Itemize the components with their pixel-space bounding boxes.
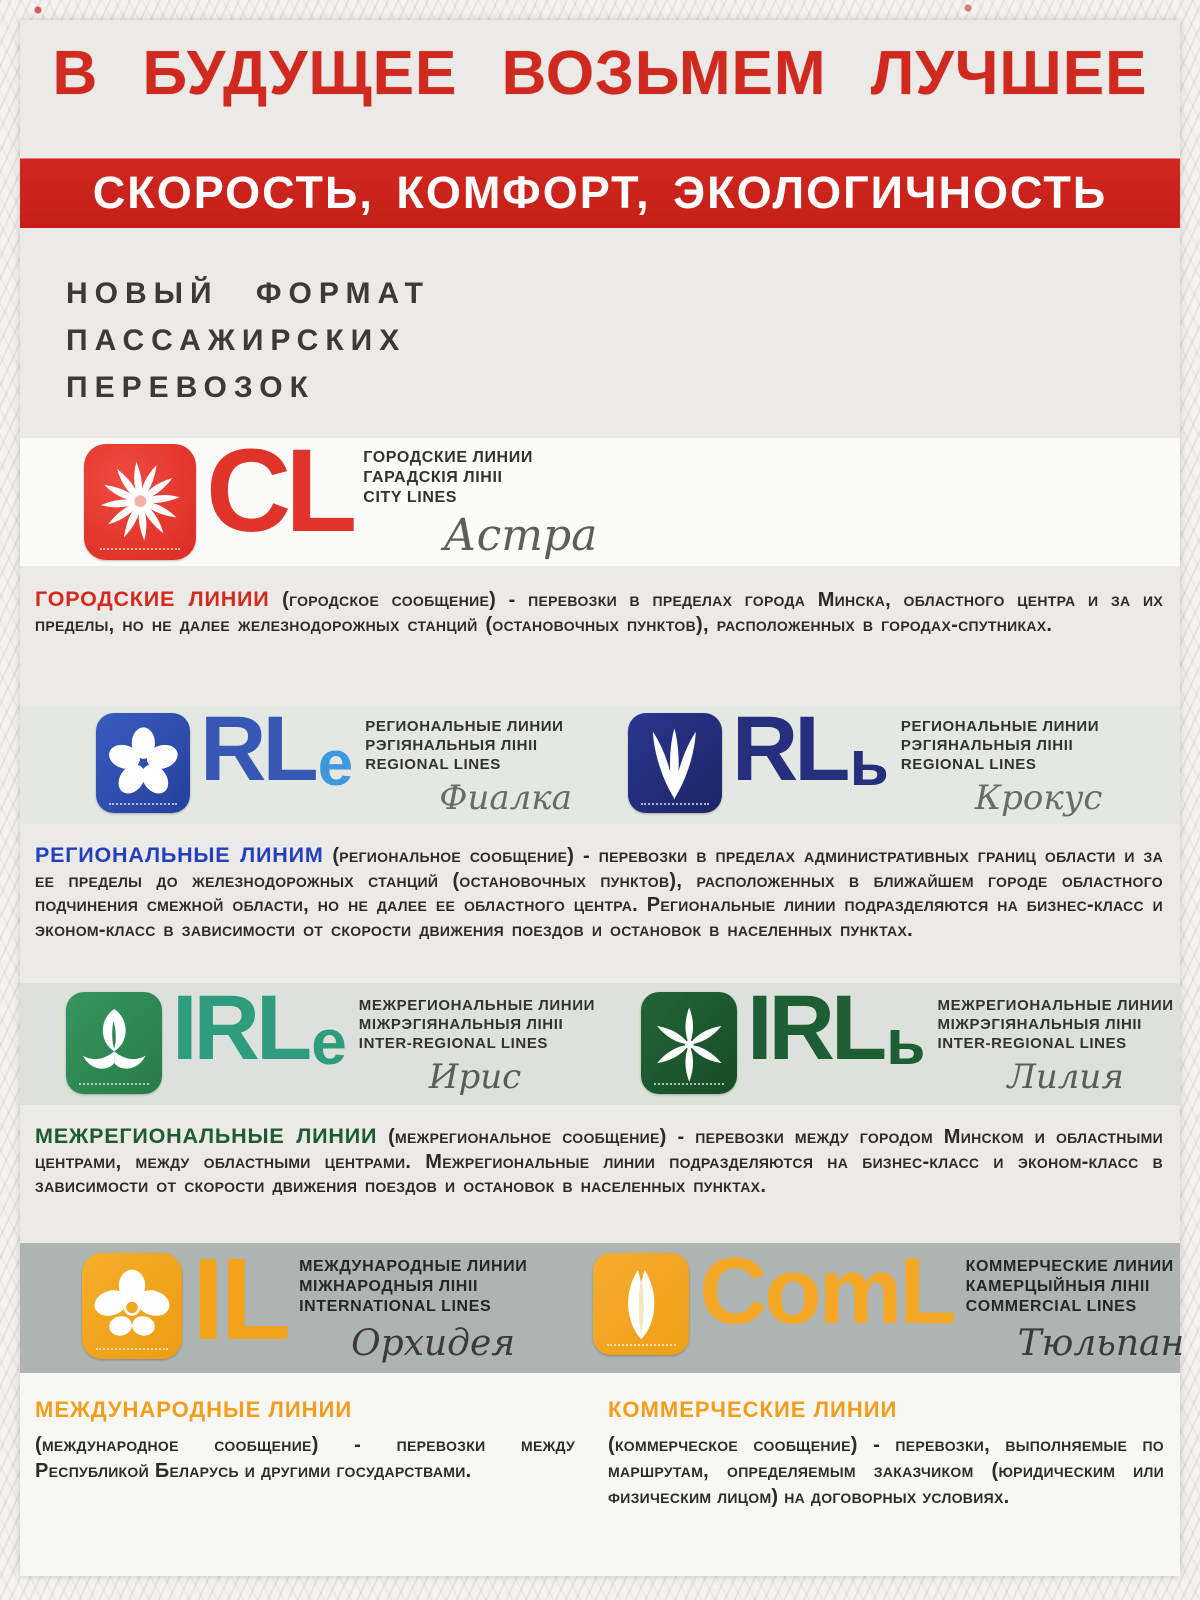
paragraph-heading: КОММЕРЧЕСКИЕ ЛИНИИ [608,1397,898,1422]
logo-label-by: МІЖНАРОДНЫЯ ЛІНІІ [299,1277,479,1295]
poster-content [20,20,1185,1576]
logo-text-block [901,717,1103,818]
paragraph-heading: ГОРОДСКИЕ ЛИНИИ [35,587,270,611]
tulip-flower-icon [593,1253,689,1355]
logo-label-by: РЭГІЯНАЛЬНЫЯ ЛІНІІ [365,736,538,754]
logo-label-en: INTER-REGIONAL LINES [937,1034,1127,1052]
logo-labels [363,448,597,508]
flower-script-name: Лилия [1007,1056,1124,1097]
bottom-panel [20,1373,1180,1576]
regional-lines-logo-business [96,697,572,818]
logo-label-by: ГАРАДСКІЯ ЛІНІІ [363,468,503,486]
iris-flower-icon [66,992,162,1094]
logo-label-by: МІЖРЭГІЯНАЛЬНЫЯ ЛІНІІ [937,1015,1142,1033]
logo-label-ru: МЕЖРЕГИОНАЛЬНЫЕ ЛИНИИ [937,996,1174,1014]
flower-script-name: Астра [443,509,598,561]
logo-label-en: CITY LINES [363,488,458,506]
logo-labels [901,717,1103,774]
interregional-lines-logo-economy [641,976,1174,1097]
logo-text-block [365,717,572,818]
logo-text-block [299,1257,527,1364]
crocus-flower-icon [628,713,722,813]
logo-letters: RL e [200,697,354,800]
red-banner [20,158,1180,228]
logo-label-ru: ГОРОДСКИЕ ЛИНИИ [363,448,533,466]
logo-letters: CL [206,424,352,557]
logo-text-block [966,1257,1185,1364]
paragraph-body: (международное сообщение) - перевозки между Республикой Беларусь и другими государствами. [35,1434,575,1482]
logo-label-ru: МЕЖРЕГИОНАЛЬНЫЕ ЛИНИИ [358,996,595,1014]
aster-flower-icon [84,444,196,560]
logo-text-block [359,996,595,1097]
poster-subtitle [66,270,430,411]
interregional-lines-band [20,976,1180,1105]
paragraph-heading: РЕГИОНАЛЬНЫЕ ЛИНИМ [35,843,324,867]
flower-script-name: Фиалка [439,777,572,818]
logo-letters: IL [192,1233,288,1364]
logo-label-by: КАМЕРЦЫЙНЫЯ ЛІНІІ [965,1277,1150,1295]
logo-label-en: INTER-REGIONAL LINES [358,1034,549,1052]
interregional-lines-logo-business [66,976,595,1097]
logo-label-en: COMMERCIAL LINES [965,1297,1137,1315]
city-lines-logo [84,424,598,561]
logo-fineprint [641,803,709,805]
logo-fineprint [607,1344,676,1346]
logo-letters: ComL [699,1237,954,1343]
logo-letters: IRL ь [746,976,926,1079]
subtitle-line: ПАССАЖИРСКИХ [66,324,407,357]
interregional-lines-paragraph [35,1124,1163,1199]
paragraph-heading: МЕЖДУНАРОДНЫЕ ЛИНИИ [35,1397,353,1422]
flower-script-name: Тюльпан [1017,1322,1185,1364]
flower-script-name: Крокус [974,777,1103,818]
paragraph-body: (коммерческое сообщение) - перевозки, выполняемые по маршрутам, определяемым заказчиком (юридическим или физическим лицом) на договорных условиях. [608,1434,1164,1508]
regional-lines-logo-economy [628,697,1103,818]
logo-labels [938,996,1174,1053]
orchid-flower-icon [82,1253,182,1359]
violet-flower-icon [96,713,190,813]
logo-fineprint [79,1083,148,1085]
logo-label-ru: РЕГИОНАЛЬНЫЕ ЛИНИИ [900,717,1100,735]
logo-labels [966,1257,1185,1317]
paragraph-body: (межрегиональное сообщение) - перевозки между городом Минском и областными центрами, между областными центрами. Межрегиональные линии подразделяются на бизнес-класс и эконом-класс в зависимости от скорости движения поездов и остановок в населенных пунктах. [35,1126,1163,1197]
city-lines-paragraph [35,587,1163,637]
paragraph-body: (региональное сообщение) - перевозки в пределах административных границ области и за ее пределы до железнодорожных станций (остановочных пунктов), расположенных в ближайшем городе областного подчинения смежной области, но не далее ее областного центра. Региональные линии подразделяются на бизнес-класс и эконом-класс в зависимости от скорости движения поездов и остановок в населенных пунктах. [35,845,1163,941]
logo-letters: IRL e [172,976,347,1079]
lily-flower-icon [641,992,737,1094]
logo-label-en: REGIONAL LINES [365,755,501,773]
logo-text-block [938,996,1174,1097]
logo-text-block [363,448,597,561]
logo-label-by: РЭГІЯНАЛЬНЫЯ ЛІНІІ [900,736,1074,754]
international-lines-paragraph [35,1397,575,1484]
regional-lines-paragraph [35,843,1163,942]
banner-text: СКОРОСТЬ, КОМФОРТ, ЭКОЛОГИЧНОСТЬ [92,167,1108,218]
commercial-lines-logo [593,1237,1185,1364]
international-lines-logo [82,1233,528,1364]
subtitle-line: НОВЫЙ ФОРМАТ [66,277,430,310]
logo-label-by: МІЖРЭГІЯНАЛЬНЫЯ ЛІНІІ [358,1015,564,1033]
logo-fineprint [96,1348,168,1350]
commercial-lines-paragraph [608,1397,1164,1510]
subtitle-line: ПЕРЕВОЗОК [66,371,315,404]
logo-label-ru: КОММЕРЧЕСКИЕ ЛИНИИ [965,1257,1174,1275]
logo-labels [299,1257,527,1317]
logo-label-ru: РЕГИОНАЛЬНЫЕ ЛИНИИ [365,717,564,735]
international-commercial-band [20,1233,1185,1373]
logo-labels [359,996,595,1053]
paragraph-body: (городское сообщение) - перевозки в пределах города Минска, областного центра и за их пределы, но не далее железнодорожных станций (остановочных пунктов), расположенных в городах-спутниках. [35,589,1163,636]
paragraph-heading: МЕЖРЕГИОНАЛЬНЫЕ ЛИНИИ [35,1124,378,1148]
flower-script-name: Ирис [428,1056,522,1097]
regional-lines-band [20,697,1180,824]
flower-script-name: Орхидея [351,1322,516,1364]
logo-fineprint [100,548,181,550]
logo-labels [365,717,572,774]
logo-fineprint [109,803,177,805]
logo-fineprint [654,1083,723,1085]
logo-letters: RL ь [731,697,889,800]
city-lines-band [20,424,1180,566]
logo-label-en: INTERNATIONAL LINES [299,1297,492,1315]
logo-label-en: REGIONAL LINES [900,755,1037,773]
logo-label-ru: МЕЖДУНАРОДНЫЕ ЛИНИИ [299,1257,528,1275]
poster-title: В БУДУЩЕЕ ВОЗЬМЕМ ЛУЧШЕЕ [52,39,1148,108]
